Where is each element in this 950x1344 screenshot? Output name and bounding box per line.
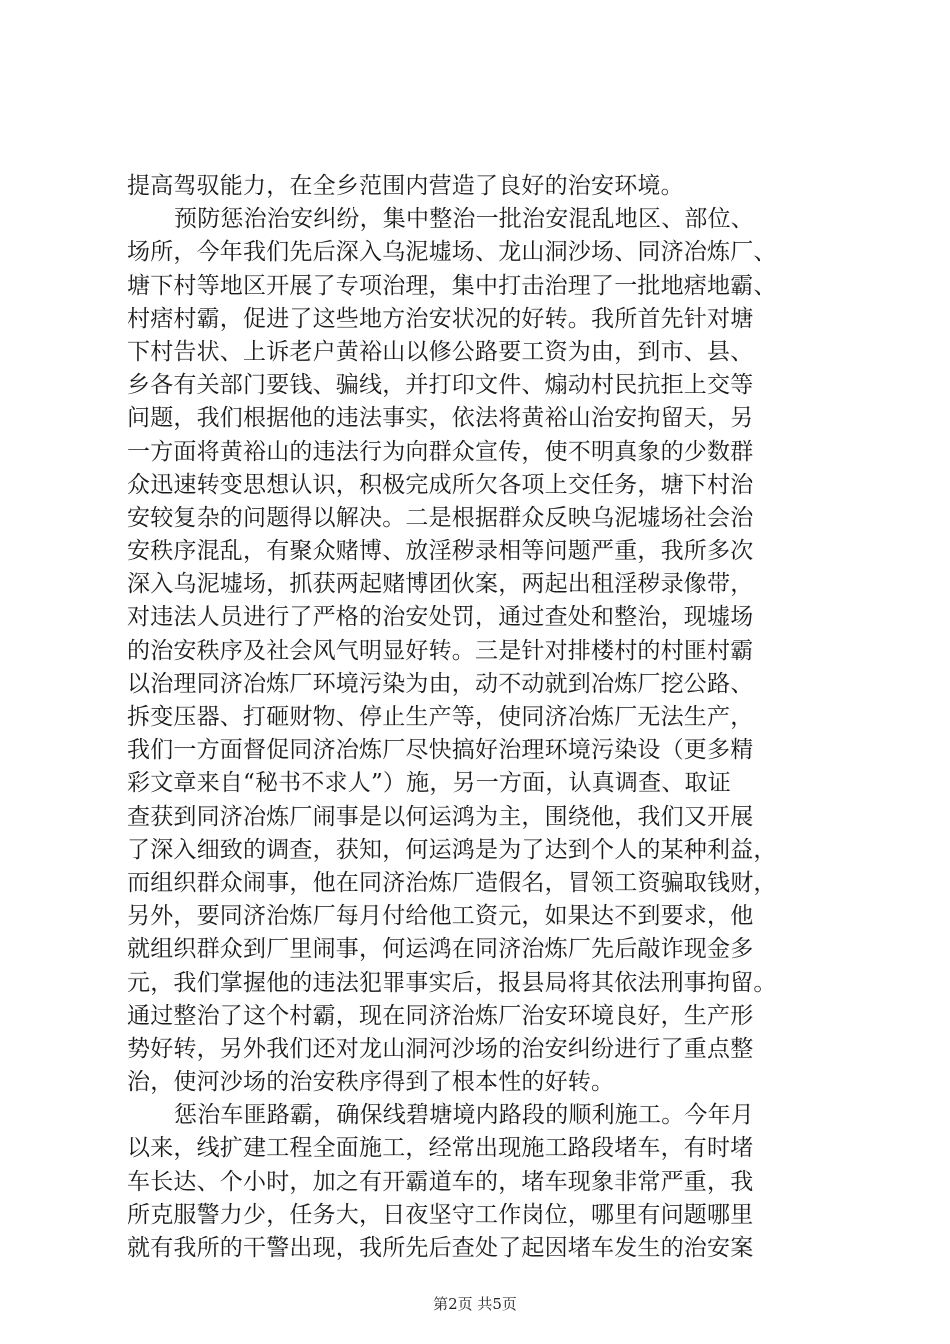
text-line: 下村告状、上诉老户黄裕山以修公路要工资为由，到市、县、 [127, 338, 754, 365]
text-line: 就组织群众到厂里闹事，何运鸿在同济治炼厂先后敲诈现金多 [127, 936, 754, 963]
text-line: 村痞村霸，促进了这些地方治安状况的好转。我所首先针对塘 [127, 305, 754, 332]
text-line: 查获到同济冶炼厂闹事是以何运鸿为主，围绕他，我们又开展 [127, 803, 754, 830]
text-line: 通过整治了这个村霸，现在同济治炼厂治安环境良好，生产形 [127, 1002, 754, 1029]
text-line: 安较复杂的问题得以解决。二是根据群众反映乌泥墟场社会治 [127, 504, 754, 531]
text-line: 众迅速转变思想认识，积极完成所欠各项上交任务，塘下村治 [127, 471, 754, 498]
text-line: 预防惩治治安纠纷，集中整治一批治安混乱地区、部位、 [174, 206, 754, 233]
text-line: 势好转，另外我们还对龙山洞河沙场的治安纠纷进行了重点整 [127, 1035, 754, 1062]
text-line: 治，使河沙场的治安秩序得到了根本性的好转。 [127, 1069, 615, 1096]
text-line: 的治安秩序及社会风气明显好转。三是针对排楼村的村匪村霸 [127, 637, 754, 664]
text-line: 对违法人员进行了严格的治安处罚，通过查处和整治，现墟场 [127, 604, 754, 631]
text-line: 惩治车匪路霸，确保线碧塘境内路段的顺利施工。今年月 [174, 1102, 754, 1129]
text-line: 拆变压器、打砸财物、停止生产等，使同济冶炼厂无法生产， [127, 704, 754, 730]
text-line: 了深入细致的调查，获知，何运鸿是为了达到个人的某种利益， [127, 836, 777, 863]
text-line: 元，我们掌握他的违法犯罪事实后，报县局将其依法刑事拘留。 [127, 969, 777, 996]
text-line: 乡各有关部门要钱、骗线，并打印文件、煽动村民抗拒上交等 [127, 372, 754, 399]
text-line: 塘下村等地区开展了专项治理，集中打击治理了一批地痞地霸、 [127, 272, 777, 299]
body-text [127, 170, 827, 1265]
text-line: 安秩序混乱，有聚众赌博、放淫秽录相等问题严重，我所多次 [127, 538, 754, 565]
text-line: 彩文章来自“秘书不求人”）施，另一方面，认真调查、取证 [127, 770, 731, 797]
text-line: 问题，我们根据他的违法事实，依法将黄裕山治安拘留天，另 [127, 405, 754, 432]
text-line: 以来，线扩建工程全面施工，经常出现施工路段堵车，有时堵 [127, 1135, 754, 1162]
text-line: 所克服警力少，任务大，日夜坚守工作岗位，哪里有问题哪里 [127, 1201, 754, 1228]
text-line: 另外，要同济治炼厂每月付给他工资元，如果达不到要求，他 [127, 903, 754, 930]
text-line: 场所，今年我们先后深入乌泥墟场、龙山洞沙场、同济冶炼厂、 [127, 239, 777, 266]
text-line: 我们一方面督促同济冶炼厂尽快搞好治理环境污染设（更多精 [127, 737, 754, 764]
text-line: 以治理同济冶炼厂环境污染为由，动不动就到冶炼厂挖公路、 [127, 670, 754, 697]
text-line: 而组织群众闹事，他在同济治炼厂造假名，冒领工资骗取钱财， [127, 869, 777, 896]
text-line: 车长达、个小时，加之有开霸道车的，堵车现象非常严重，我 [127, 1168, 754, 1195]
text-line: 一方面将黄裕山的违法行为向群众宣传，使不明真象的少数群 [127, 438, 754, 465]
text-line: 提高驾驭能力，在全乡范围内营造了良好的治安环境。 [127, 173, 684, 199]
text-line: 深入乌泥墟场，抓获两起赌博团伙案，两起出租淫秽录像带， [127, 571, 754, 598]
page-footer: 第2页 共5页 [433, 1295, 517, 1313]
text-line: 就有我所的干警出现，我所先后查处了起因堵车发生的治安案 [127, 1235, 754, 1261]
